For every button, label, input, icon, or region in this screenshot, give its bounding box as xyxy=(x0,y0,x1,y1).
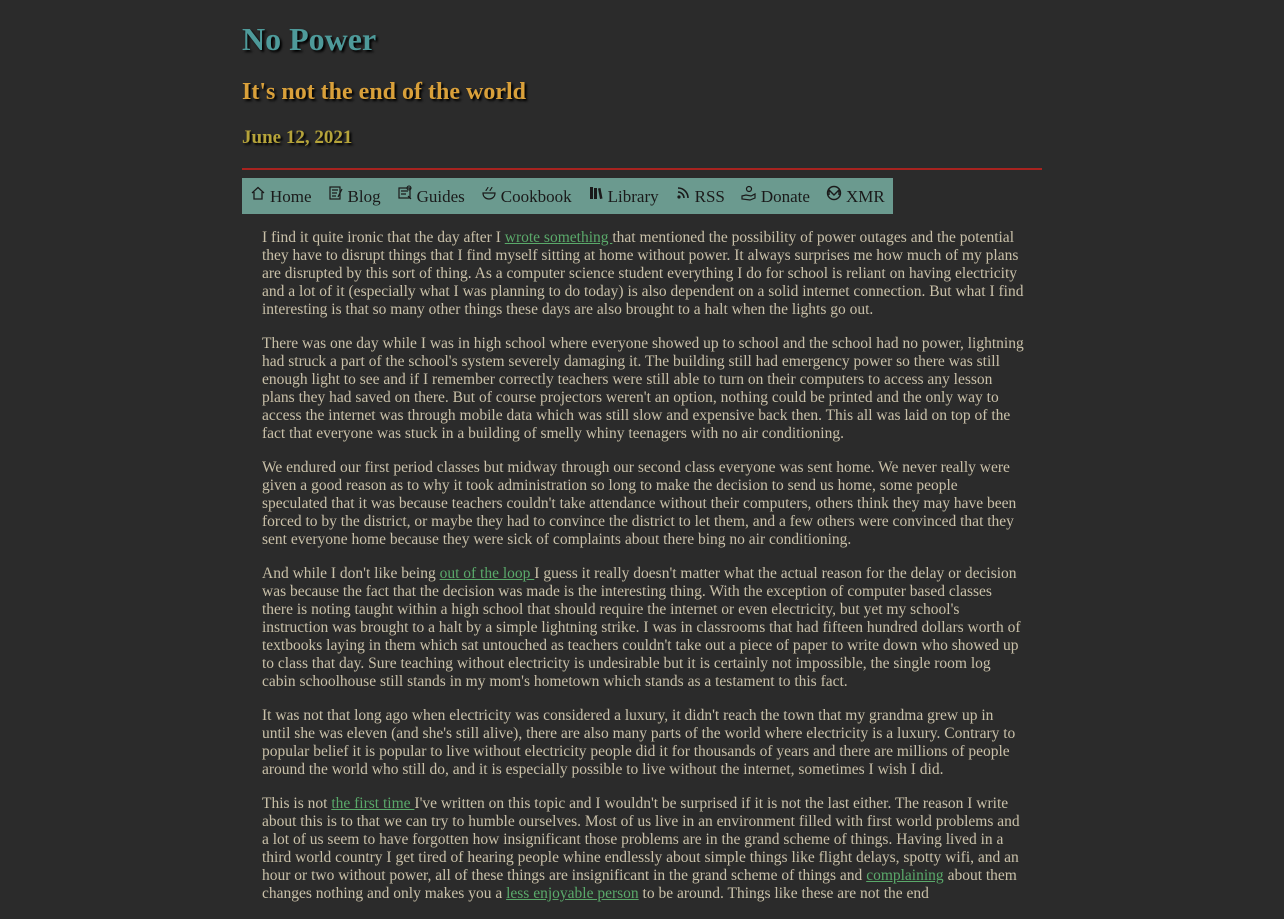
header-divider xyxy=(242,168,1042,170)
library-icon xyxy=(588,185,604,201)
article-body xyxy=(262,229,1024,919)
nav-item-rss[interactable] xyxy=(675,185,725,207)
rss-icon xyxy=(675,185,691,201)
text-run: that mentioned the possibility of power outages and the potential they have to disrupt things that I find myself sitting at home without power. It always surprises me how much of my plans are disrupted by this sort of thing. As a computer science student everything I do for school is reliant on having electricity and a lot of it (especially what I was planning to do today) is also dependent on a solid internet connection. But what I find interesting is that so many other things these days are also brought to a halt when the lights go out. xyxy=(262,229,1024,318)
blog-icon xyxy=(328,185,344,201)
paragraph-3: We endured our first period classes but midway through our second class everyone was sent home. We never really were given a good reason as to why it took administration so long to make the decision to send us home, some people speculated that it was because teachers couldn't take attendance without their computers, others think they may have been forced to by the district, or maybe they had to convince the district to let them, and a few others were convinced that they sent everyone home because they were sick of complaints about there bing no air conditioning. xyxy=(262,459,1017,548)
home-icon xyxy=(250,185,266,201)
text-run: to be around. Things like these are not the end xyxy=(638,885,929,902)
nav-item-label: Donate xyxy=(760,187,810,206)
nav-item-label: Guides xyxy=(416,187,465,206)
post-date: June 12, 2021 xyxy=(242,127,353,148)
nav-item-home[interactable] xyxy=(250,185,312,207)
donate-icon xyxy=(741,185,757,201)
nav-item-label: Blog xyxy=(347,187,381,206)
nav-item-label: Home xyxy=(270,187,312,206)
link-out-of-the-loop[interactable]: out of the loop xyxy=(439,565,535,582)
nav-item-blog[interactable] xyxy=(328,185,381,207)
text-run: I find it quite ironic that the day after I xyxy=(262,229,505,246)
nav-item-label: Cookbook xyxy=(500,187,572,206)
nav-item-guides[interactable] xyxy=(397,185,465,207)
paragraph-4 xyxy=(262,565,1024,691)
link-the-first-time[interactable]: the first time xyxy=(331,795,415,812)
paragraph-5: It was not that long ago when electricity was considered a luxury, it didn't reach the town that my grandma grew up in until she was eleven (and she's still alive), there are also many parts of the world where electricity is a luxury. Contrary to popular belief it is popular to live without electricity people did it for thousands of years and there are millions of people around the world who still do, and it is especially possible to live without the internet, sometimes I wish I did. xyxy=(262,707,1016,778)
link-wrote-something[interactable]: wrote something xyxy=(504,229,613,246)
link-complaining[interactable]: complaining xyxy=(866,867,944,884)
nav-item-library[interactable] xyxy=(588,185,659,207)
guides-icon xyxy=(397,185,413,201)
link-less-enjoyable-person[interactable]: less enjoyable person xyxy=(506,885,639,902)
paragraph-6 xyxy=(262,795,1024,903)
cookbook-icon xyxy=(481,185,497,201)
paragraph-2: There was one day while I was in high school where everyone showed up to school and the school had no power, lightning had struck a part of the school's system severely damaging it. The building still had emergency power so there was still enough light to see and if I remember correctly teachers were still able to turn on their computers to access any lesson plans they had saved on there. But of course projectors weren't an option, nothing could be printed and the only way to access the internet was through mobile data which was still slow and expensive back then. This all was laid on top of the fact that everyone was stuck in a building of smelly whiny teenagers with no air conditioning. xyxy=(262,335,1024,442)
nav-item-label: XMR xyxy=(845,187,885,206)
text-run: about them changes nothing and only makes you a xyxy=(262,867,1017,902)
site-title: No Power xyxy=(242,21,377,57)
main-nav xyxy=(242,178,893,214)
nav-item-donate[interactable] xyxy=(741,185,810,207)
nav-item-xmr[interactable] xyxy=(826,185,885,207)
text-run: I've written on this topic and I wouldn't be surprised if it is not the last either. The reason I write about this is to that we can try to humble ourselves. Most of us live in an environment filled with first world problems and a lot of us seem to have forgotten how insignificant those problems are in the grand scheme of things. Having lived in a third world country I get tired of hearing people whine endlessly about simple things like flight delays, spotty wifi, and an hour or two without power, all of these things are insignificant in the grand scheme of things and xyxy=(262,795,1020,884)
text-run: This is not xyxy=(262,795,332,812)
nav-item-label: RSS xyxy=(694,187,725,206)
text-run: I guess it really doesn't matter what the actual reason for the delay or decision was because the fact that the decision was made is the interesting thing. With the exception of computer based classes there is noting taught within a high school that should require the internet or even electricity, but yet my school's instruction was brought to a halt by a simple lightning strike. I was in classrooms that had fifteen hundred dollars worth of textbooks laying in them which sat untouched as teachers couldn't take out a piece of paper to write down who showed up to class that day. Sure teaching without electricity is undesirable but it is certainly not impossible, the single room log cabin schoolhouse still stands in my mom's hometown which stands as a testament to this fact. xyxy=(262,565,1021,690)
nav-item-label: Library xyxy=(607,187,659,206)
text-run: And while I don't like being xyxy=(262,565,440,582)
nav-item-cookbook[interactable] xyxy=(481,185,572,207)
monero-icon xyxy=(826,185,842,201)
page-title: It's not the end of the world xyxy=(242,79,527,105)
paragraph-1 xyxy=(262,229,1024,319)
